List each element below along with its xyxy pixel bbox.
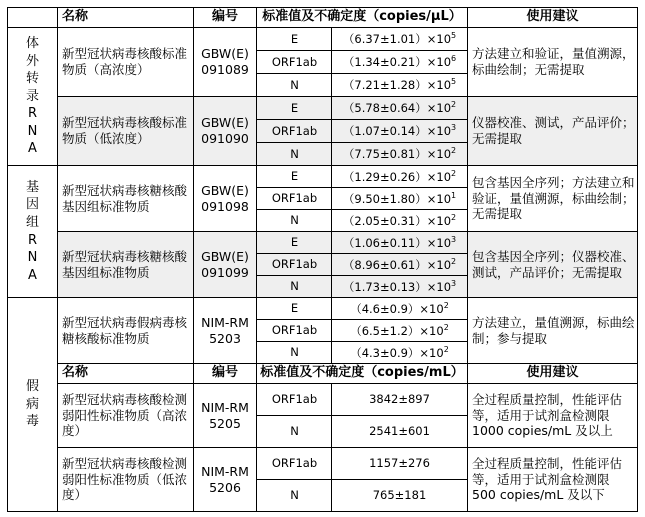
gene-label: ORF1ab bbox=[257, 120, 332, 143]
reference-materials-table bbox=[7, 7, 638, 512]
material-code: GBW(E) 091090 bbox=[194, 97, 257, 166]
category-pseudo: 假病毒 bbox=[8, 298, 58, 512]
usage-advice: 仪器校准、测试，产品评价；无需提取 bbox=[468, 97, 638, 166]
gene-label: N bbox=[257, 74, 332, 97]
table-row bbox=[8, 448, 638, 480]
material-name: 新型冠状病毒核糖核酸基因组标准物质 bbox=[58, 232, 194, 298]
value-cell: $(4.6\pm 0.9)\times 10^2$ bbox=[332, 298, 468, 320]
value-cell: $(1.34\pm 0.21)\times 10^6$ bbox=[332, 51, 468, 74]
usage-advice: 包含基因全序列；方法建立和验证，量值溯源，标曲绘制；无需提取 bbox=[468, 166, 638, 232]
value-cell: $(4.3\pm 0.9)\times 10^2$ bbox=[332, 342, 468, 364]
material-name: 新型冠状病毒假病毒核糖核酸标准物质 bbox=[58, 298, 194, 364]
value-cell: $(8.96\pm 0.61)\times 10^2$ bbox=[332, 254, 468, 276]
gene-label: N bbox=[257, 342, 332, 364]
usage-advice: 方法建立，量值溯源，标曲绘制；参与提取 bbox=[468, 298, 638, 364]
category-rna: 体外转录RNA bbox=[8, 28, 58, 166]
material-code: NIM-RM 5206 bbox=[194, 448, 257, 512]
usage-advice: 全过程质量控制，性能评估等，适用于试剂盒检测限 1000 copies/mL 及以上 bbox=[468, 384, 638, 448]
table-row bbox=[8, 166, 638, 188]
value-cell: 1157±276 bbox=[332, 448, 468, 480]
gene-label: N bbox=[257, 210, 332, 232]
material-name: 新型冠状病毒核酸检测弱阳性标准物质（低浓度） bbox=[58, 448, 194, 512]
usage-advice: 包含基因全序列；仪器校准、测试，产品评价；无需提取 bbox=[468, 232, 638, 298]
material-code: GBW(E) 091099 bbox=[194, 232, 257, 298]
header-code: 编号 bbox=[194, 8, 257, 28]
table-row bbox=[8, 384, 638, 416]
header-value: 标准值及不确定度（copies/μL） bbox=[257, 8, 468, 28]
value-cell: 2541±601 bbox=[332, 416, 468, 448]
gene-label: ORF1ab bbox=[257, 254, 332, 276]
value-cell: $(6.37\pm 1.01)\times 10^5$ bbox=[332, 28, 468, 51]
header-value: 标准值及不确定度（copies/mL） bbox=[257, 364, 468, 384]
gene-label: N bbox=[257, 480, 332, 512]
table-row bbox=[8, 232, 638, 254]
table-row bbox=[8, 298, 638, 320]
gene-label: ORF1ab bbox=[257, 51, 332, 74]
gene-label: E bbox=[257, 232, 332, 254]
material-code: GBW(E) 091089 bbox=[194, 28, 257, 97]
value-cell: $(2.05\pm 0.31)\times 10^2$ bbox=[332, 210, 468, 232]
table-row bbox=[8, 97, 638, 120]
header-name: 名称 bbox=[58, 364, 194, 384]
value-cell: $(1.06\pm 0.11)\times 10^3$ bbox=[332, 232, 468, 254]
gene-label: N bbox=[257, 143, 332, 166]
value-cell: $(6.5\pm 1.2)\times 10^2$ bbox=[332, 320, 468, 342]
header-row bbox=[8, 8, 638, 28]
material-code: NIM-RM 5205 bbox=[194, 384, 257, 448]
gene-label: E bbox=[257, 97, 332, 120]
value-cell: $(1.29\pm 0.26)\times 10^2$ bbox=[332, 166, 468, 188]
material-code: NIM-RM 5203 bbox=[194, 298, 257, 364]
value-cell: 3842±897 bbox=[332, 384, 468, 416]
gene-label: E bbox=[257, 166, 332, 188]
value-cell: $(7.21\pm 1.28)\times 10^5$ bbox=[332, 74, 468, 97]
header-name: 名称 bbox=[58, 8, 194, 28]
table-row bbox=[8, 28, 638, 51]
gene-label: ORF1ab bbox=[257, 320, 332, 342]
header-advice: 使用建议 bbox=[468, 364, 638, 384]
material-name: 新型冠状病毒核酸标准物质（高浓度） bbox=[58, 28, 194, 97]
header-corner bbox=[8, 8, 58, 28]
gene-label: N bbox=[257, 416, 332, 448]
value-cell: $(9.50\pm 1.80)\times 10^1$ bbox=[332, 188, 468, 210]
value-cell: $(1.73\pm 0.13)\times 10^3$ bbox=[332, 276, 468, 298]
value-cell: $(1.07\pm 0.14)\times 10^3$ bbox=[332, 120, 468, 143]
value-cell: $(7.75\pm 0.81)\times 10^2$ bbox=[332, 143, 468, 166]
value-cell: 765±181 bbox=[332, 480, 468, 512]
value-cell: $(5.78\pm 0.64)\times 10^2$ bbox=[332, 97, 468, 120]
header-row-secondary bbox=[8, 364, 638, 384]
gene-label: N bbox=[257, 276, 332, 298]
material-name: 新型冠状病毒核酸标准物质（低浓度） bbox=[58, 97, 194, 166]
header-code: 编号 bbox=[194, 364, 257, 384]
material-code: GBW(E) 091098 bbox=[194, 166, 257, 232]
gene-label: E bbox=[257, 298, 332, 320]
material-name: 新型冠状病毒核酸检测弱阳性标准物质（高浓度） bbox=[58, 384, 194, 448]
material-name: 新型冠状病毒核糖核酸基因组标准物质 bbox=[58, 166, 194, 232]
header-advice: 使用建议 bbox=[468, 8, 638, 28]
usage-advice: 全过程质量控制，性能评估等，适用于试剂盒检测限 500 copies/mL 及以下 bbox=[468, 448, 638, 512]
gene-label: E bbox=[257, 28, 332, 51]
gene-label: ORF1ab bbox=[257, 188, 332, 210]
gene-label: ORF1ab bbox=[257, 448, 332, 480]
usage-advice: 方法建立和验证，量值溯源，标曲绘制；无需提取 bbox=[468, 28, 638, 97]
gene-label: ORF1ab bbox=[257, 384, 332, 416]
category-genome: 基因组RNA bbox=[8, 166, 58, 298]
